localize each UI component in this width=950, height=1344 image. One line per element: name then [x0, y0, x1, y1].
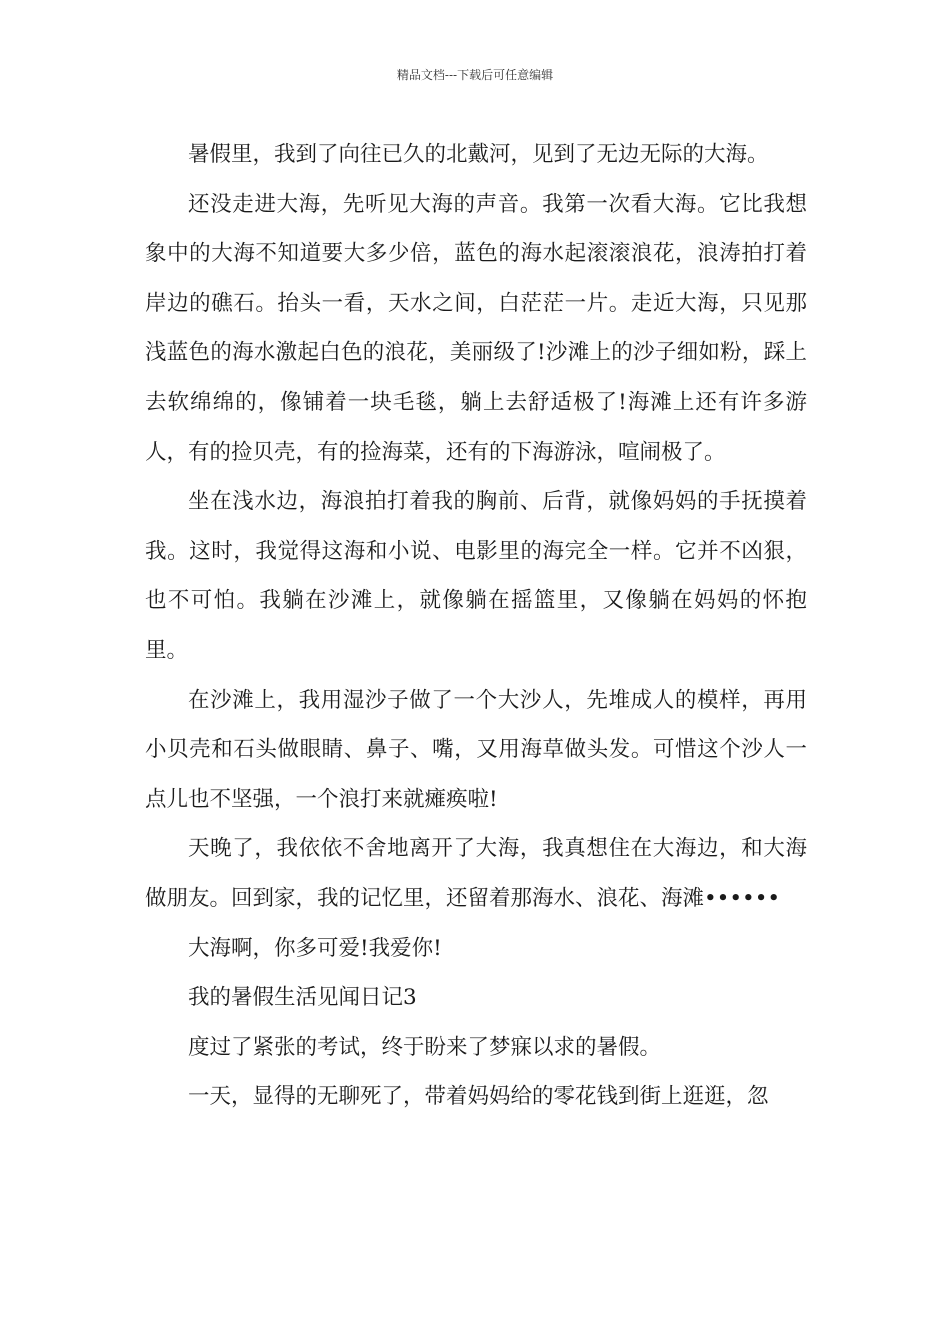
document-body: [145, 130, 807, 1122]
paragraph: 一天，显得的无聊死了，带着妈妈给的零花钱到街上逛逛，忽: [188, 1084, 769, 1110]
paragraph: 还没走进大海，先听见大海的声音。我第一次看大海。它比我想象中的大海不知道要大多少倍，蓝色的海水起滚滚浪花，浪涛拍打着岸边的礁石。抬头一看，天水之间，白茫茫一片。走近大海，只见那浅蓝色的海水激起白色的浪花，美丽级了!沙滩上的沙子细如粉，踩上去软绵绵的，像铺着一块毛毯，躺上去舒适极了!海滩上还有许多游人，有的捡贝壳，有的捡海菜，还有的下海游泳，喧闹极了。: [145, 191, 807, 465]
paragraph: 天晚了，我依依不舍地离开了大海，我真想住在大海边，和大海做朋友。回到家，我的记忆里，还留着那海水、浪花、海滩••••••: [145, 836, 807, 911]
section-title: 我的暑假生活见闻日记3: [188, 985, 417, 1011]
paragraph: 度过了紧张的考试，终于盼来了梦寐以求的暑假。: [188, 1034, 662, 1060]
page-header: 精品文档---下载后可任意编辑: [396, 68, 554, 82]
paragraph: 坐在浅水边，海浪拍打着我的胸前、后背，就像妈妈的手抚摸着我。这时，我觉得这海和小说、电影里的海完全一样。它并不凶狠，也不可怕。我躺在沙滩上，就像躺在摇篮里，又像躺在妈妈的怀抱里。: [145, 489, 807, 663]
paragraph: 暑假里，我到了向往已久的北戴河，见到了无边无际的大海。: [188, 142, 769, 167]
paragraph: 大海啊，你多可爱!我爱你!: [188, 935, 442, 961]
paragraph: 在沙滩上，我用湿沙子做了一个大沙人，先堆成人的模样，再用小贝壳和石头做眼睛、鼻子、嘴，又用海草做头发。可惜这个沙人一点儿也不坚强，一个浪打来就瘫痪啦!: [145, 687, 807, 812]
